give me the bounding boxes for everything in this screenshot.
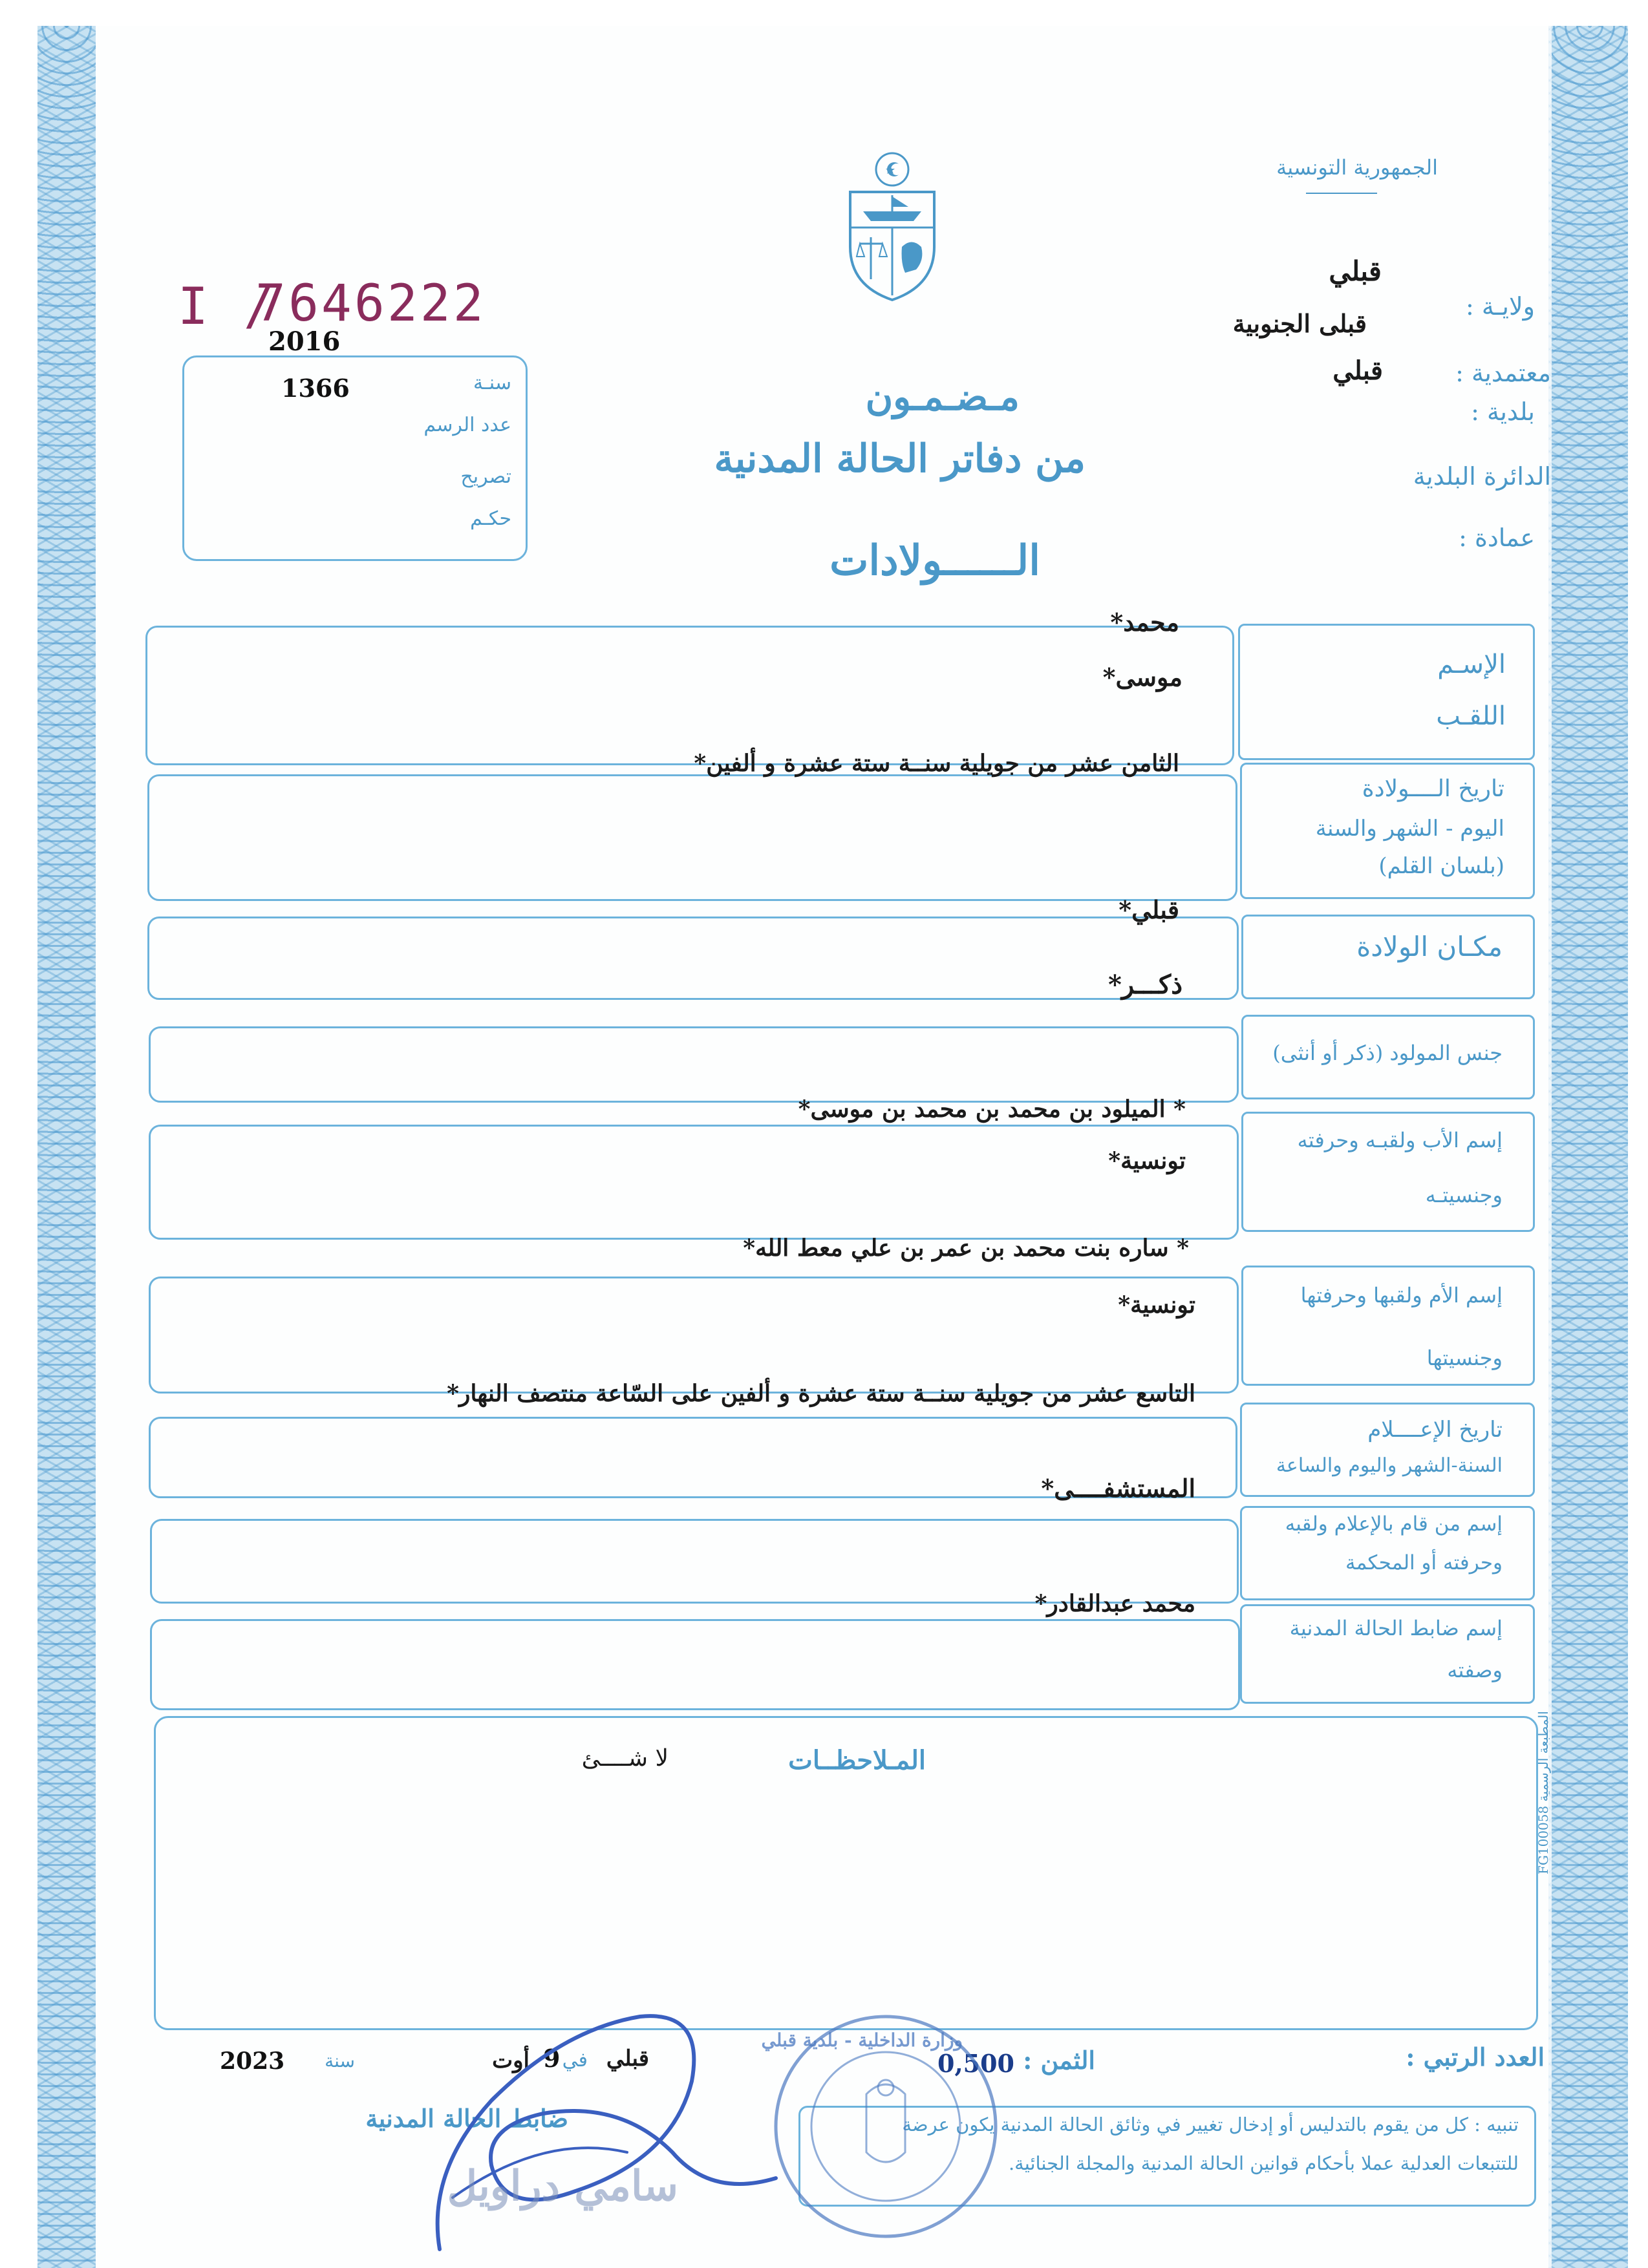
label-mother: إسم الأم ولقبها وحرفتها (1300, 1283, 1503, 1308)
label-sex: جنس المولود (ذكر أو أنثى) (1272, 1041, 1503, 1065)
title-civil-registry: من دفاتر الحالة المدنية (714, 436, 1086, 482)
label-officer-title: وصفته (1447, 1658, 1503, 1682)
footer-year-label: سنة (325, 2050, 355, 2072)
municipality-label: بلدية : (1471, 397, 1535, 426)
warning-line-2: للتتبعات العدلية عملا بأحكام قوانين الحالة المدنية والمجلة الجنائية. (1008, 2152, 1519, 2174)
registry-act-number-value: 1366 (281, 374, 350, 403)
serial-order-label: العدد الرتبي : (1406, 2042, 1545, 2072)
value-box-mother (149, 1277, 1239, 1394)
label-declaration-date: تاريخ الإعــــلام (1367, 1417, 1503, 1443)
footer-in: في (562, 2049, 588, 2072)
value-first-name: محمد* (1110, 608, 1179, 637)
registry-year-label: سنـة (473, 372, 511, 394)
republic-title: الجمهورية التونسية (1276, 155, 1438, 180)
label-declarant: إسم من قام بالإعلام ولقبه (1285, 1512, 1503, 1536)
label-birth-date-format: اليوم - الشهر والسنة (1315, 816, 1504, 842)
value-mother-nationality: تونسية* (1118, 1291, 1195, 1319)
value-father-nationality: تونسية* (1108, 1147, 1186, 1174)
delegation-label: معتمدية : (1455, 359, 1551, 387)
value-sex: ذكـــر* (1108, 970, 1182, 1000)
footer-place: قبلي (606, 2046, 649, 2072)
value-father: * الميلود بن محمد بن محمد بن موسى* (798, 1096, 1186, 1123)
governorate-value: قبلي (1329, 255, 1382, 287)
governorate-label: ولايـة : (1466, 292, 1535, 321)
serial-prefix: I / (178, 278, 277, 336)
label-officer: إسم ضابط الحالة المدنية (1289, 1616, 1503, 1640)
price-label: الثمن : (1023, 2046, 1095, 2075)
label-last-name: اللقـب (1436, 701, 1506, 731)
officer-name-stamp: سامي دراويل (447, 2162, 678, 2210)
label-father: إسم الأب ولقبـه وحرفته (1297, 1128, 1503, 1152)
value-box-birth-place (147, 917, 1239, 1000)
value-birth-date: الثامن عشر من جويلية سنــة ستة عشرة و ألفين* (694, 750, 1179, 777)
label-declaration-date-format: السنة-الشهر واليوم والساعة (1276, 1454, 1503, 1477)
footer-year-value: 2023 (220, 2048, 285, 2075)
label-birth-date: تاريخ الــــولادة (1362, 776, 1504, 802)
registry-act-number-label: عدد الرسم (423, 414, 511, 436)
remarks-label: المـلاحظــات (788, 1745, 926, 1775)
municipal-district-label: الدائرة البلدية (1413, 462, 1551, 491)
footer-day: 9 (543, 2044, 561, 2073)
label-first-name: الإسـم (1437, 650, 1506, 679)
omda-label: عمادة : (1459, 524, 1535, 552)
registry-declaration-label: تصريح (460, 465, 511, 488)
municipality-value: قبلي (1332, 355, 1383, 386)
delegation-value: قبلى الجنوبية (1232, 309, 1367, 338)
left-security-border (37, 26, 96, 2268)
value-mother: * ساره بنت محمد بن عمر بن علي معط الله* (743, 1235, 1189, 1262)
tunisia-coat-of-arms-icon (844, 150, 941, 305)
value-box-sex (149, 1026, 1239, 1103)
serial-number: 7646222 (255, 275, 486, 333)
label-box-name (1238, 624, 1535, 760)
warning-line-1: تنبيه : كل من يقوم بالتدليس أو إدخال تغيير في وثائق الحالة المدنية يكون عرضة (902, 2114, 1519, 2136)
registry-year-value: 2016 (268, 326, 341, 357)
title-extract: مـضـمـون (865, 375, 1020, 419)
label-father-nationality: وجنسيتـه (1425, 1183, 1503, 1207)
handwritten-signature-icon (414, 2004, 815, 2262)
value-box-birth-date (147, 774, 1237, 901)
value-declaration-date: التاسع عشر من جويلية سنــة ستة عشرة و ألفين على السّاعة منتصف النهار* (447, 1380, 1195, 1407)
label-birth-place: مكـان الولادة (1356, 931, 1503, 962)
value-box-father (149, 1125, 1239, 1240)
registry-judgment-label: حكـم (470, 507, 511, 530)
value-box-officer (150, 1619, 1240, 1710)
value-officer: محمد عبدالقادر* (1034, 1590, 1195, 1617)
remarks-value: لا شــــئ (581, 1745, 669, 1772)
price-value: 0,500 (937, 2049, 1014, 2078)
header-divider (1306, 193, 1377, 194)
value-last-name: موسى* (1102, 662, 1182, 692)
footer-month: أوت (492, 2048, 530, 2073)
label-birth-date-in-words: (بلسان القلم) (1378, 853, 1504, 879)
value-birth-place: قبلي* (1118, 895, 1179, 924)
right-security-border (1552, 26, 1628, 2268)
title-births: الــــــولادات (829, 536, 1040, 585)
label-declarant-court: وحرفته أو المحكمة (1345, 1551, 1503, 1574)
officer-signature-title: ضابط الحالة المدنية (365, 2104, 568, 2133)
seal-text: وزارة الداخلية - بلدية قبلي (761, 2030, 963, 2051)
value-declarant: المستشفــــى* (1041, 1474, 1195, 1503)
label-mother-nationality: وجنسيتها (1426, 1346, 1503, 1370)
value-box-name (145, 626, 1234, 765)
printer-mark: المطبعة الرسمية FG100058 (1536, 1711, 1551, 1874)
